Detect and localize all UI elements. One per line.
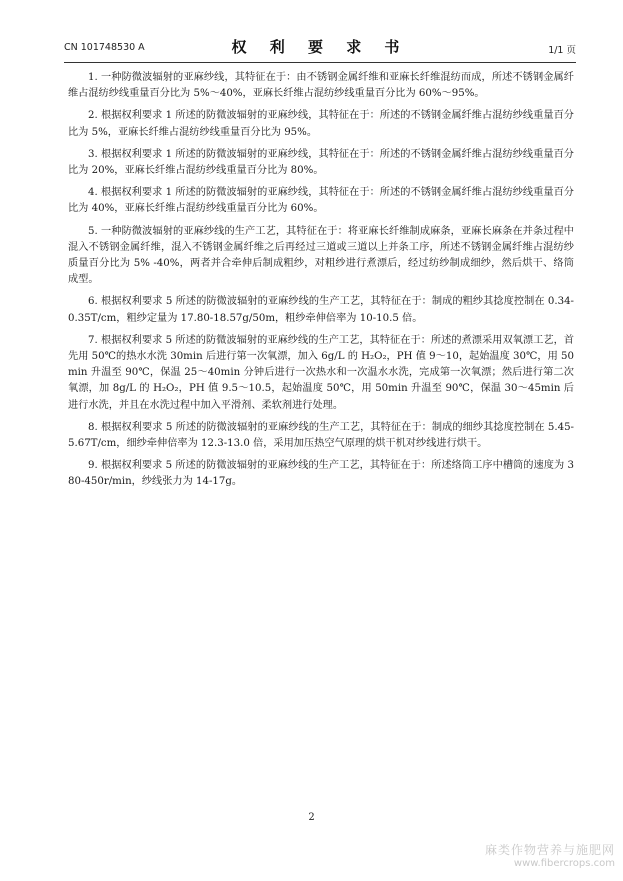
claim-8: 8. 根据权利要求 5 所述的防微波辐射的亚麻纱线的生产工艺，其特征在于：制成的细纱其捻度控制在 5.45-5.67T/cm，细纱牵伸倍率为 12.3-13.0 倍，采用加压热空气原理的烘干机对纱线进行烘干。 (68, 421, 574, 450)
claim-3: 3. 根据权利要求 1 所述的防微波辐射的亚麻纱线，其特征在于：所述的不锈钢金属纤维占混纺纱线重量百分比为 20%，亚麻长纤维占混纺纱线重量百分比为 80%。 (68, 148, 574, 177)
claim-1: 1. 一种防微波辐射的亚麻纱线，其特征在于：由不锈钢金属纤维和亚麻长纤维混纺而成，所述不锈钢金属纤维占混纺纱线重量百分比为 5%～40%，亚麻长纤维占混纺纱线重量百分比为 60%～95%。 (68, 72, 574, 100)
claims-list (68, 70, 574, 497)
watermark-text: 麻类作物营养与施肥网 (484, 843, 615, 857)
page-header (64, 30, 576, 63)
page-title: 权 利 要 求 书 (231, 38, 409, 56)
site-watermark (485, 843, 615, 871)
page-number: 2 (308, 812, 315, 823)
claim-9: 9. 根据权利要求 5 所述的防微波辐射的亚麻纱线的生产工艺，其特征在于：所述络筒工序中槽筒的速度为 380-450r/min，纱线张力为 14-17g。 (68, 460, 574, 488)
claim-4: 4. 根据权利要求 1 所述的防微波辐射的亚麻纱线，其特征在于：所述的不锈钢金属纤维占混纺纱线重量百分比为 40%，亚麻长纤维占混纺纱线重量百分比为 60%。 (68, 187, 574, 215)
doc-number: CN 101748530 A (64, 42, 145, 53)
claim-5: 5. 一种防微波辐射的亚麻纱线的生产工艺，其特征在于：将亚麻长纤维制成麻条，亚麻长麻条在并条过程中混入不锈钢金属纤维，混入不锈钢金属纤维之后再经过三道或三道以上并条工序，所述不锈钢金属纤维占混纺纱质量百分比为 5% -40%，两者并合牵伸后制成粗纱，对粗纱进行煮漂后，经过纺纱制成细纱，然后烘干、络筒成型。 (68, 225, 574, 286)
claim-6: 6. 根据权利要求 5 所述的防微波辐射的亚麻纱线的生产工艺，其特征在于：制成的粗纱其捻度控制在 0.34-0.35T/cm，粗纱定量为 17.80-18.57g/50m，粗纱牵伸倍率为 10-10.5 倍。 (68, 296, 574, 324)
claim-7: 7. 根据权利要求 5 所述的防微波辐射的亚麻纱线的生产工艺，其特征在于：所述的煮漂采用双氧漂工艺，首先用 50℃的热水水洗 30min 后进行第一次氧漂，加入 6g/L 的 H₂O₂，PH 值 9～10，起始温度 30℃，用 50min 升温至 90℃，保温 25～40min 分钟后进行一次热水和一次温水水洗，完成第一次氧漂；然后进行第二次氧漂，加 8g/L 的 H₂O₂，PH 值 9.5～10.5，起始温度 50℃，用 50min 升温至 90℃，保温 30～45min 后进行水洗，并且在水洗过程中加入平滑剂、柔软剂进行处理。 (68, 334, 574, 411)
claim-2: 2. 根据权利要求 1 所述的防微波辐射的亚麻纱线，其特征在于：所述的不锈钢金属纤维占混纺纱线重量百分比为 5%，亚麻长纤维占混纺纱线重量百分比为 95%。 (68, 110, 574, 138)
page-fraction: 1/1 页 (548, 45, 576, 56)
watermark-url: www.fibercrops.com (513, 858, 615, 869)
